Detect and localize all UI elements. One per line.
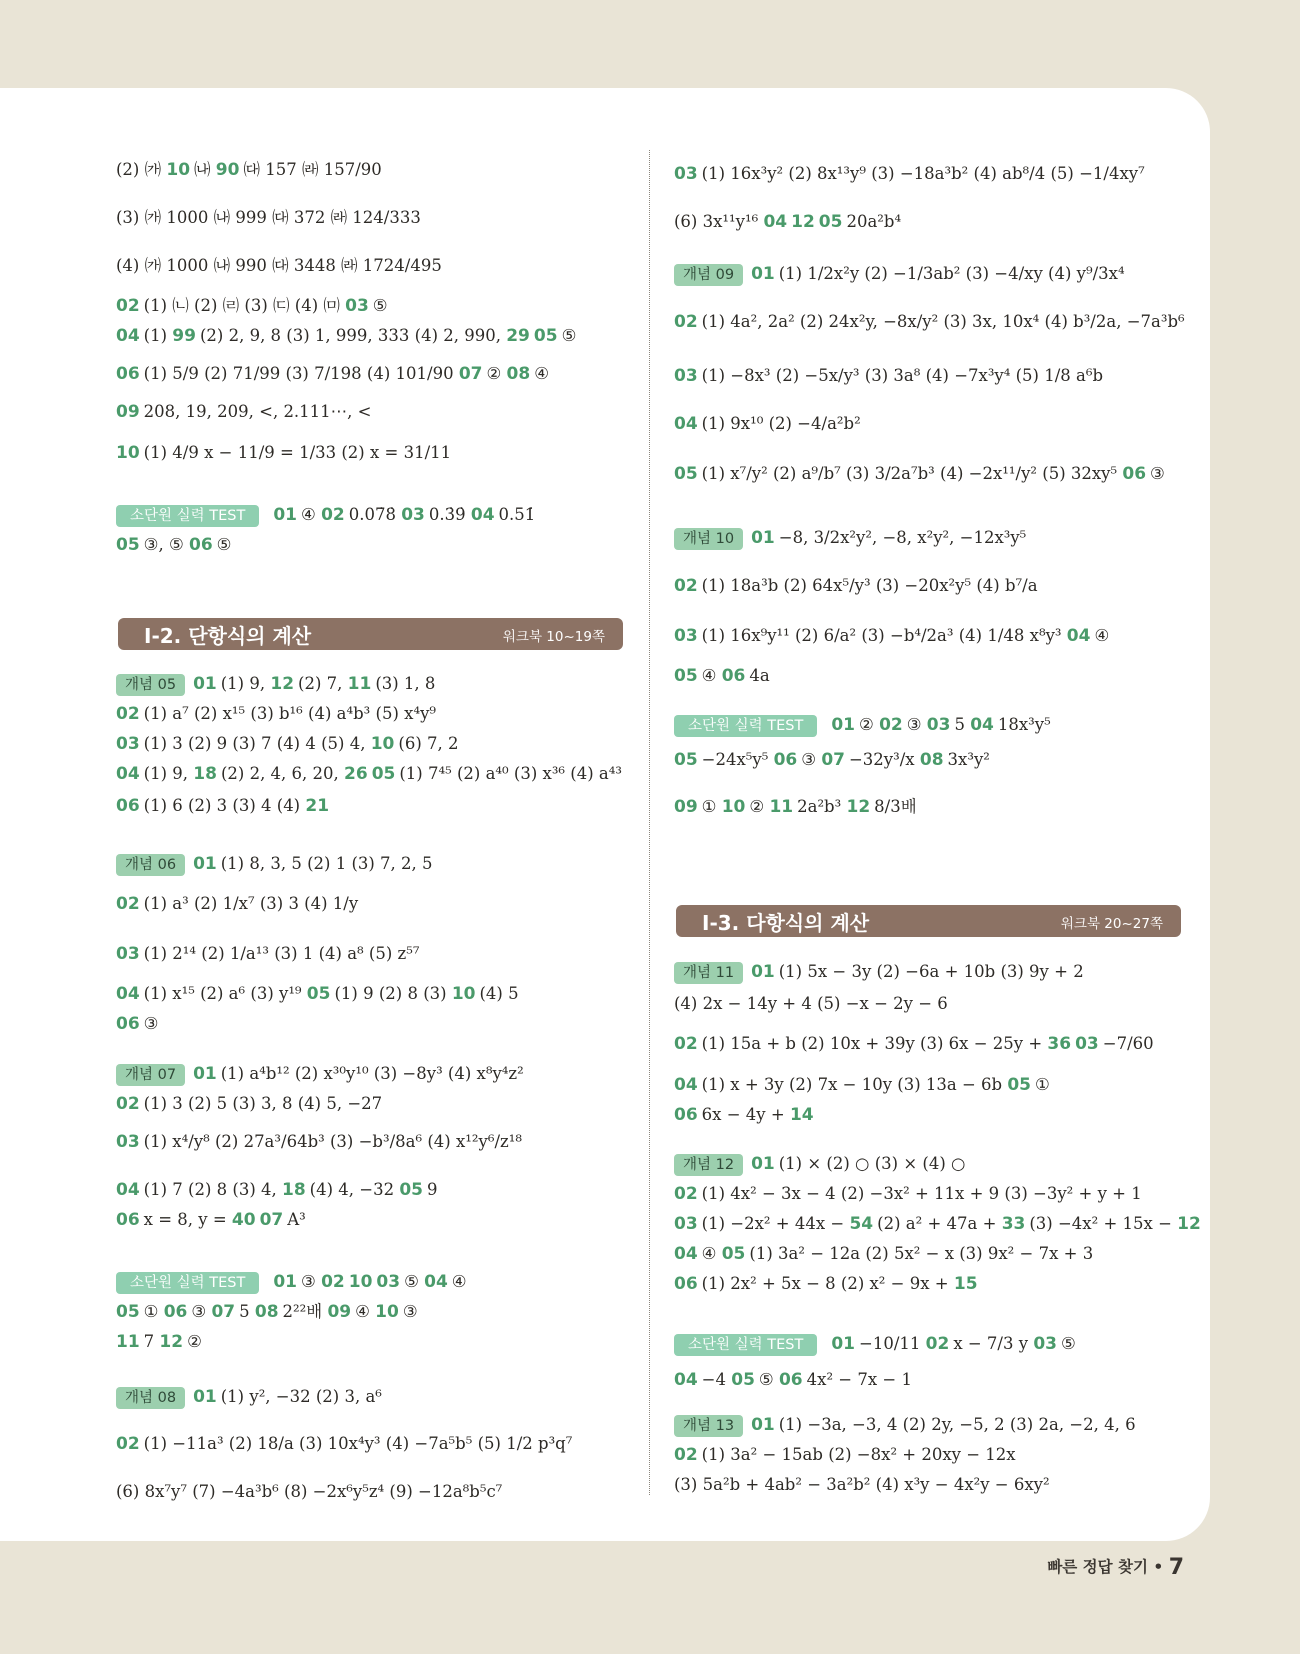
answer-line: 04 (1) 7 (2) 8 (3) 4, 18 (4) 4, −32 05 9 [116,1180,438,1200]
answer-line: 02 (1) a⁷ (2) x¹⁵ (3) b¹⁶ (4) a⁴b³ (5) x⁴y⁹ [116,704,436,724]
question-number: 06 [674,1274,698,1294]
question-number: 01 [193,1387,217,1407]
column-divider [649,150,650,1495]
question-number: 07 [211,1302,236,1322]
question-number: 01 [751,528,775,548]
question-number: 04 [116,1180,140,1200]
answer-line: 03 (1) 16x⁹y¹¹ (2) 6/a² (3) −b⁴/2a³ (4) 1/48 x⁸y³ 04 ④ [674,626,1110,646]
question-number: 07 [259,1210,284,1230]
concept-tag: 개념 13 [674,1415,743,1437]
question-number: 11 [769,797,794,817]
question-number: 15 [953,1274,978,1294]
question-number: 01 [273,1272,298,1292]
answer-line: 03 (1) −2x² + 44x − 54 (2) a² + 47a + 33 (3) −4x² + 15x − 12 [674,1214,1201,1234]
question-number: 05 [818,212,843,232]
question-number: 05 [1007,1075,1032,1095]
question-number: 03 [401,505,425,525]
question-number: 36 [1047,1034,1072,1054]
question-number: 07 [821,750,845,770]
workbook-pages: 워크북 10~19쪽 [502,629,605,645]
answer-line: 소단원 실력 TEST 01 ④ 02 0.07̇8̇ 03 0.3̇9̇ 04 0.51̇ [116,503,535,527]
question-number: 09 [674,797,698,817]
question-number: 01 [273,505,298,525]
answer-line: (2) ㈎ 10 ㈏ 90 ㈐ 157 ㈑ 157/90 [116,160,382,180]
question-number: 07 [458,364,483,384]
question-number: 10 [116,443,140,463]
question-number: 02 [674,576,698,596]
question-number: 02 [879,715,903,735]
question-number: 05 [674,666,698,686]
answer-line: 04 (1) x¹⁵ (2) a⁶ (3) y¹⁹ 05 (1) 9 (2) 8 (3) 10 (4) 5 [116,984,519,1004]
answer-line: 06 (1) 6 (2) 3 (3) 4 (4) 21 [116,796,330,816]
answer-line: 개념 07 01 (1) a⁴b¹² (2) x³⁰y¹⁰ (3) −8y³ (4) x⁸y⁴z² [116,1062,524,1086]
question-number: 02 [321,1272,345,1292]
question-number: 04 [674,414,698,434]
question-number: 01 [751,264,775,284]
question-number: 03 [674,626,698,646]
question-number: 02 [674,312,698,332]
concept-tag: 개념 12 [674,1154,743,1176]
question-number: 06 [116,364,140,384]
unit-test-tag: 소단원 실력 TEST [116,505,259,527]
question-number: 12 [1177,1214,1201,1234]
answer-line: (4) 2x − 14y + 4 (5) −x − 2y − 6 [674,994,948,1013]
question-number: 05 [116,535,140,555]
question-number: 26 [344,764,368,784]
question-number: 03 [116,734,140,754]
answer-line: 09 208, 19, 209, <, 2.111⋯, < [116,402,372,422]
concept-tag: 개념 10 [674,528,743,550]
answer-line: 02 (1) −11a³ (2) 18/a (3) 10x⁴y³ (4) −7a⁵b⁵ (5) 1/2 p³q⁷ [116,1434,573,1454]
question-number: 06 [189,535,213,555]
question-number: 03 [1033,1334,1057,1354]
question-number: 03 [116,944,140,964]
question-number: 01 [751,1154,775,1174]
answer-line: 05 ③, ⑤ 06 ⑤ [116,535,232,555]
answer-line: 개념 10 01 −8, 3/2x²y², −8, x²y², −12x³y⁵ [674,526,1026,550]
question-number: 05 [533,326,558,346]
question-number: 14 [789,1105,814,1125]
answer-line: 03 (1) 3 (2) 9 (3) 7 (4) 4 (5) 4, 10 (6) 7, 2 [116,734,459,754]
answer-line: 02 (1) a³ (2) 1/x⁷ (3) 3 (4) 1/y [116,894,359,914]
answer-line: 02 (1) 18a³b (2) 64x⁵/y³ (3) −20x²y⁵ (4) b⁷/a [674,576,1038,596]
footer-bullet: • [1153,1558,1164,1576]
section-title: Ⅰ-3. 다항식의 계산 [702,911,870,935]
concept-tag: 개념 11 [674,962,743,984]
question-number: 10 [721,797,746,817]
question-number: 04 [116,984,140,1004]
answer-line: 03 (1) x⁴/y⁸ (2) 27a³/64b³ (3) −b³/8a⁶ (4) x¹²y⁶/z¹⁸ [116,1132,522,1152]
answer-line: 04 −4 05 ⑤ 06 4x² − 7x − 1 [674,1370,912,1390]
question-number: 02 [674,1445,698,1465]
answer-line: 개념 09 01 (1) 1/2x²y (2) −1/3ab² (3) −4/xy (4) y⁹/3x⁴ [674,262,1125,286]
question-number: 21 [305,796,330,816]
answer-line: 05 −24x⁵y⁵ 06 ③ 07 −32y³/x 08 3x³y² [674,750,990,770]
question-number: 02 [116,1434,140,1454]
answer-line: 소단원 실력 TEST 01 −10/11 02 x − 7/3 y 03 ⑤ [674,1332,1076,1356]
answer-line: (3) 5a²b + 4ab² − 3a²b² (4) x³y − 4x²y − 6xy² [674,1475,1050,1494]
question-number: 05 [731,1370,755,1390]
answer-line: 09 ① 10 ② 11 2a²b³ 12 8/3배 [674,797,917,817]
section-banner-i3 [676,905,1181,937]
question-number: 10 [370,734,395,754]
question-number: 05 [674,464,698,484]
question-number: 03 [674,164,698,184]
question-number: 02 [116,1094,140,1114]
question-number: 06 [116,1210,140,1230]
unit-test-tag: 소단원 실력 TEST [674,715,817,737]
question-number: 08 [506,364,531,384]
page-footer [1047,1555,1184,1580]
question-number: 02 [674,1184,698,1204]
question-number: 11 [116,1332,140,1352]
answer-line: 06 x = 8, y = 40 07 A³ [116,1210,306,1230]
question-number: 04 [470,505,495,525]
section-banner-i2 [118,618,623,650]
question-number: 01 [831,1334,856,1354]
question-number: 01 [751,1415,775,1435]
question-number: 33 [1001,1214,1026,1234]
answer-line: 06 6x − 4y + 14 [674,1105,814,1125]
answer-line: 02 (1) 4a², 2a² (2) 24x²y, −8x/y² (3) 3x, 10x⁴ (4) b³/2a, −7a³b⁶ [674,312,1185,332]
answer-line: 06 (1) 2x² + 5x − 8 (2) x² − 9x + 15 [674,1274,978,1294]
question-number: 06 [1122,464,1147,484]
question-number: 05 [399,1180,424,1200]
answer-line: 소단원 실력 TEST 01 ③ 02 10 03 ⑤ 04 ④ [116,1270,467,1294]
question-number: 10 [451,984,476,1004]
answer-line: 04 (1) 99 (2) 2, 9, 8 (3) 1, 999, 333 (4) 2, 990, 29 05 ⑤ [116,326,577,346]
question-number: 03 [1075,1034,1099,1054]
question-number: 05 [116,1302,140,1322]
question-number: 06 [116,1014,140,1034]
question-number: 18 [282,1180,306,1200]
question-number: 01 [831,715,856,735]
question-number: 54 [849,1214,874,1234]
answer-line: 03 (1) 2¹⁴ (2) 1/a¹³ (3) 1 (4) a⁸ (5) z⁵⁷ [116,944,420,964]
question-number: 03 [674,366,698,386]
question-number: 03 [674,1214,698,1234]
question-number: 09 [327,1302,352,1322]
question-number: 10 [348,1272,373,1292]
question-number: 08 [919,750,944,770]
question-number: 12 [159,1332,184,1352]
question-number: 05 [674,750,698,770]
question-number: 12 [270,674,295,694]
question-number: 03 [376,1272,401,1292]
answer-line: (6) 8x⁷y⁷ (7) −4a³b⁶ (8) −2x⁶y⁵z⁴ (9) −12a⁸b⁵c⁷ [116,1482,503,1501]
answer-line: 04 ④ 05 (1) 3a² − 12a (2) 5x² − x (3) 9x² − 7x + 3 [674,1244,1094,1264]
question-number: 10 [375,1302,399,1322]
page-number: 7 [1168,1555,1184,1580]
concept-tag: 개념 06 [116,854,185,876]
answer-line: 개념 11 01 (1) 5x − 3y (2) −6a + 10b (3) 9y + 2 [674,960,1084,984]
question-number: 01 [751,962,775,982]
answer-line: 06 (1) 5/9 (2) 71/99 (3) 7/198 (4) 101/90 07 ② 08 ④ [116,364,550,384]
question-number: 02 [116,894,140,914]
question-number: 10 [166,160,191,180]
question-number: 06 [721,666,746,686]
answer-line: 02 (1) ㈁ (2) ㈃ (3) ㈂ (4) ㈄ 03 ⑤ [116,296,388,316]
answer-line: 02 (1) 15a + b (2) 10x + 39y (3) 6x − 25y + 36 03 −7/60 [674,1034,1154,1054]
question-number: 01 [193,854,217,874]
answer-line: 03 (1) 16x³y² (2) 8x¹³y⁹ (3) −18a³b² (4) ab⁸/4 (5) −1/4xy⁷ [674,164,1145,184]
question-number: 01 [193,1064,217,1084]
question-number: 99 [172,326,196,346]
concept-tag: 개념 08 [116,1387,185,1409]
unit-test-tag: 소단원 실력 TEST [116,1272,259,1294]
footer-label: 빠른 정답 찾기 [1047,1558,1148,1576]
question-number: 01 [193,674,217,694]
question-number: 12 [846,797,871,817]
question-number: 06 [773,750,798,770]
answer-line: 02 (1) 3a² − 15ab (2) −8x² + 20xy − 12x [674,1445,1016,1465]
question-number: 04 [970,715,994,735]
question-number: 11 [347,674,372,694]
answer-line: (6) 3x¹¹y¹⁶ 04 12 05 20a²b⁴ [674,212,902,232]
answer-line: 소단원 실력 TEST 01 ② 02 ③ 03 5 04 18x³y⁵ [674,713,1051,737]
answer-line: 06 ③ [116,1014,159,1034]
answer-line: 04 (1) 9, 18 (2) 2, 4, 6, 20, 26 05 (1) 7⁴⁵ (2) a⁴⁰ (3) x³⁶ (4) a⁴³ [116,764,622,784]
question-number: 04 [1066,626,1091,646]
answer-line: 11 7 12 ② [116,1332,202,1352]
answer-line: 개념 05 01 (1) 9, 12 (2) 7, 11 (3) 1, 8 [116,672,435,696]
question-number: 90 [215,160,240,180]
question-number: 06 [674,1105,698,1125]
section-title: Ⅰ-2. 단항식의 계산 [144,624,312,648]
answer-line: 05 ④ 06 4a [674,666,770,686]
question-number: 04 [674,1244,698,1264]
answer-line: 개념 06 01 (1) 8, 3, 5 (2) 1 (3) 7, 2, 5 [116,852,433,876]
question-number: 08 [254,1302,279,1322]
question-number: 05 [306,984,331,1004]
question-number: 02 [116,704,140,724]
question-number: 02 [674,1034,698,1054]
answer-line: 개념 13 01 (1) −3a, −3, 4 (2) 2y, −5, 2 (3) 2a, −2, 4, 6 [674,1413,1136,1437]
question-number: 29 [506,326,530,346]
question-number: 04 [424,1272,448,1292]
question-number: 06 [116,796,140,816]
answer-line: 05 ① 06 ③ 07 5 08 2²²배 09 ④ 10 ③ [116,1302,418,1322]
question-number: 09 [116,402,140,422]
question-number: 12 [791,212,815,232]
question-number: 02 [925,1334,950,1354]
question-number: 18 [193,764,217,784]
question-number: 02 [321,505,345,525]
concept-tag: 개념 05 [116,674,185,696]
question-number: 06 [778,1370,803,1390]
question-number: 03 [116,1132,140,1152]
answer-line: 04 (1) 9x¹⁰ (2) −4/a²b² [674,414,861,434]
answer-line: 개념 12 01 (1) × (2) ○ (3) × (4) ○ [674,1152,965,1176]
question-number: 04 [674,1370,698,1390]
question-number: 03 [345,296,369,316]
question-number: 05 [721,1244,746,1264]
question-number: 04 [116,326,140,346]
concept-tag: 개념 07 [116,1064,185,1086]
question-number: 04 [674,1075,698,1095]
question-number: 05 [371,764,396,784]
answer-line: 개념 08 01 (1) y², −32 (2) 3, a⁶ [116,1385,382,1409]
answer-line: (4) ㈎ 1000 ㈏ 990 ㈐ 3448 ㈑ 1724/495 [116,256,442,275]
answer-line: 05 (1) x⁷/y² (2) a⁹/b⁷ (3) 3/2a⁷b³ (4) −2x¹¹/y² (5) 32xy⁵ 06 ③ [674,464,1165,484]
answer-line: 02 (1) 3 (2) 5 (3) 3, 8 (4) 5, −27 [116,1094,383,1114]
unit-test-tag: 소단원 실력 TEST [674,1334,817,1356]
answer-line: (3) ㈎ 1000 ㈏ 999 ㈐ 372 ㈑ 124/333 [116,208,421,227]
answer-line: 10 (1) 4/9 x − 11/9 = 1/33 (2) x = 31/11 [116,443,452,463]
question-number: 04 [763,212,788,232]
answer-line: 03 (1) −8x³ (2) −5x/y³ (3) 3a⁸ (4) −7x³y⁴ (5) 1/8 a⁶b [674,366,1104,386]
concept-tag: 개념 09 [674,264,743,286]
question-number: 06 [163,1302,188,1322]
answer-line: 04 (1) x + 3y (2) 7x − 10y (3) 13a − 6b 05 ① [674,1075,1050,1095]
question-number: 02 [116,296,140,316]
question-number: 03 [926,715,951,735]
workbook-pages: 워크북 20~27쪽 [1060,916,1163,932]
question-number: 40 [231,1210,256,1230]
answer-line: 02 (1) 4x² − 3x − 4 (2) −3x² + 11x + 9 (3) −3y² + y + 1 [674,1184,1142,1204]
question-number: 04 [116,764,140,784]
